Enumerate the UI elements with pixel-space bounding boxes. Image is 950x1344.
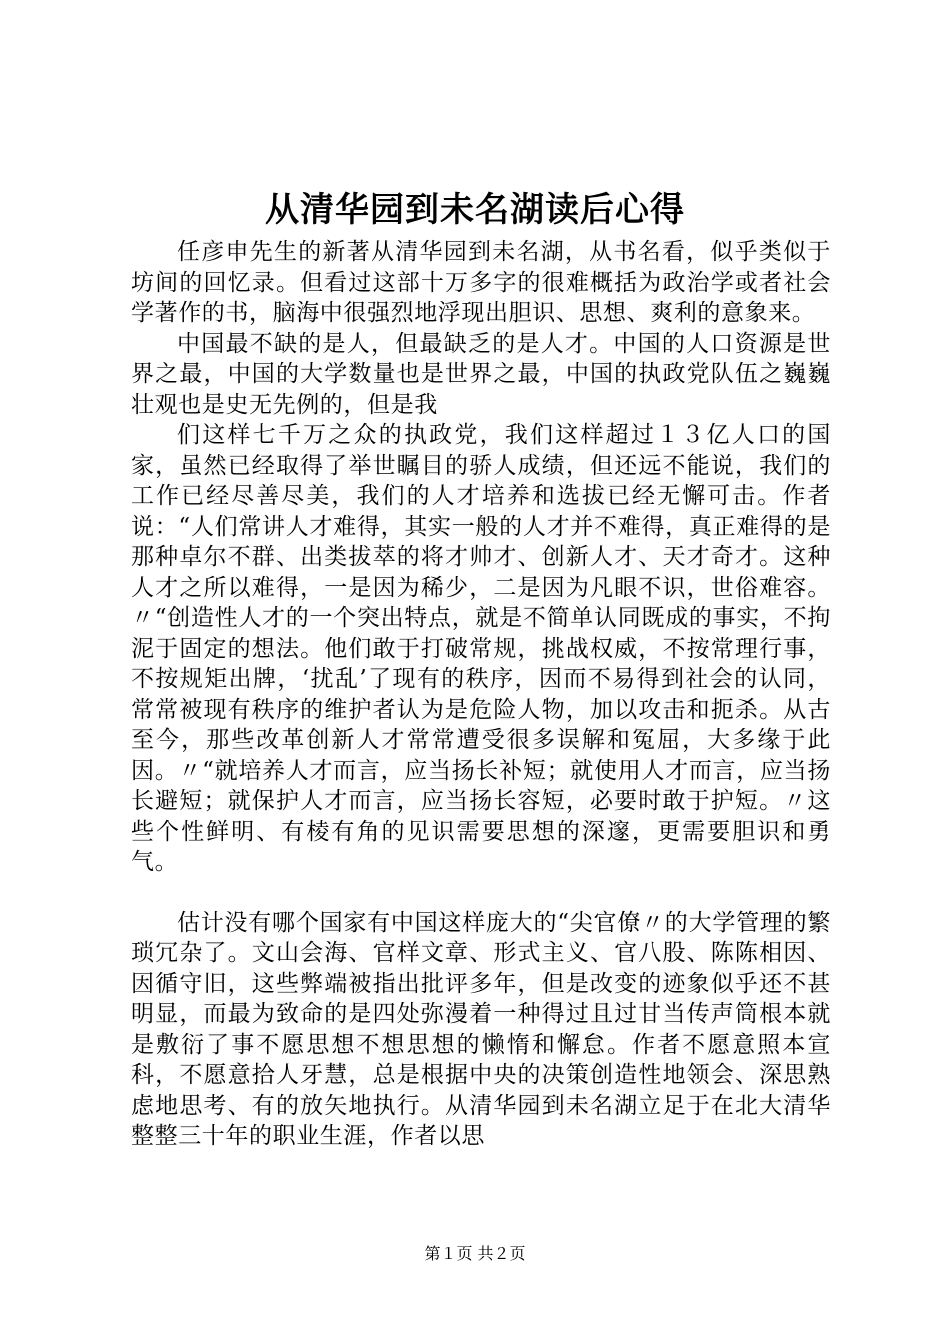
paragraph-3: 们这样七千万之众的执政党，我们这样超过１３亿人口的国家，虽然已经取得了举世瞩目的骄人成绩，但还远不能说，我们的工作已经尽善尽美，我们的人才培养和选拔已经无懈可击。作者说：“人们常讲人才难得，其实一般的人才并不难得，真正难得的是那种卓尔不群、出类拔萃的将才帅才、创新人才、天才奇才。这种人才之所以难得，一是因为稀少，二是因为凡眼不识，世俗难容。〃“创造性人才的一个突出特点，就是不简单认同既成的事实，不拘泥于固定的想法。他们敢于打破常规，挑战权威，不按常理行事，不按规矩出牌，‘扰乱’了现有的秩序，因而不易得到社会的认同，常常被现有秩序的维护者认为是危险人物，加以攻击和扼杀。从古至今，那些改革创新人才常常遭受很多误解和冤屈，大多缘于此因。〃“就培养人才而言，应当扬长补短；就使用人才而言，应当扬长避短；就保护人才而言，应当扬长容短，必要时敢于护短。〃这些个性鲜明、有棱有角的见识需要思想的深邃，更需要胆识和勇气。 [131,422,831,875]
document-body [131,237,831,1152]
paragraph-1: 任彦申先生的新著从清华园到未名湖，从书名看，似乎类似于坊间的回忆录。但看过这部十万多字的很难概括为政治学或者社会学著作的书，脑海中很强烈地浮现出胆识、思想、爽利的意象来。 [131,239,831,326]
paragraph-4: 估计没有哪个国家有中国这样庞大的“尖官僚〃的大学管理的繁琐冗杂了。文山会海、官样文章、形式主义、官八股、陈陈相因、因循守旧，这些弊端被指出批评多年，但是改变的迹象似乎还不甚明显，而最为致命的是四处弥漫着一种得过且过甘当传声筒根本就是敷衍了事不愿思想不想思想的懒惰和懈怠。作者不愿意照本宣科，不愿意拾人牙慧，总是根据中央的决策创造性地领会、深思熟虑地思考、有的放矢地执行。从清华园到未名湖立足于在北大清华整整三十年的职业生涯，作者以思 [131,909,831,1149]
document-title: 从清华园到未名湖读后心得 [265,190,685,230]
page-footer: 第１页 共２页 [424,1244,526,1263]
paragraph-2: 中国最不缺的是人，但最缺乏的是人才。中国的人口资源是世界之最，中国的大学数量也是世界之最，中国的执政党队伍之巍巍壮观也是史无先例的，但是我 [131,330,831,418]
